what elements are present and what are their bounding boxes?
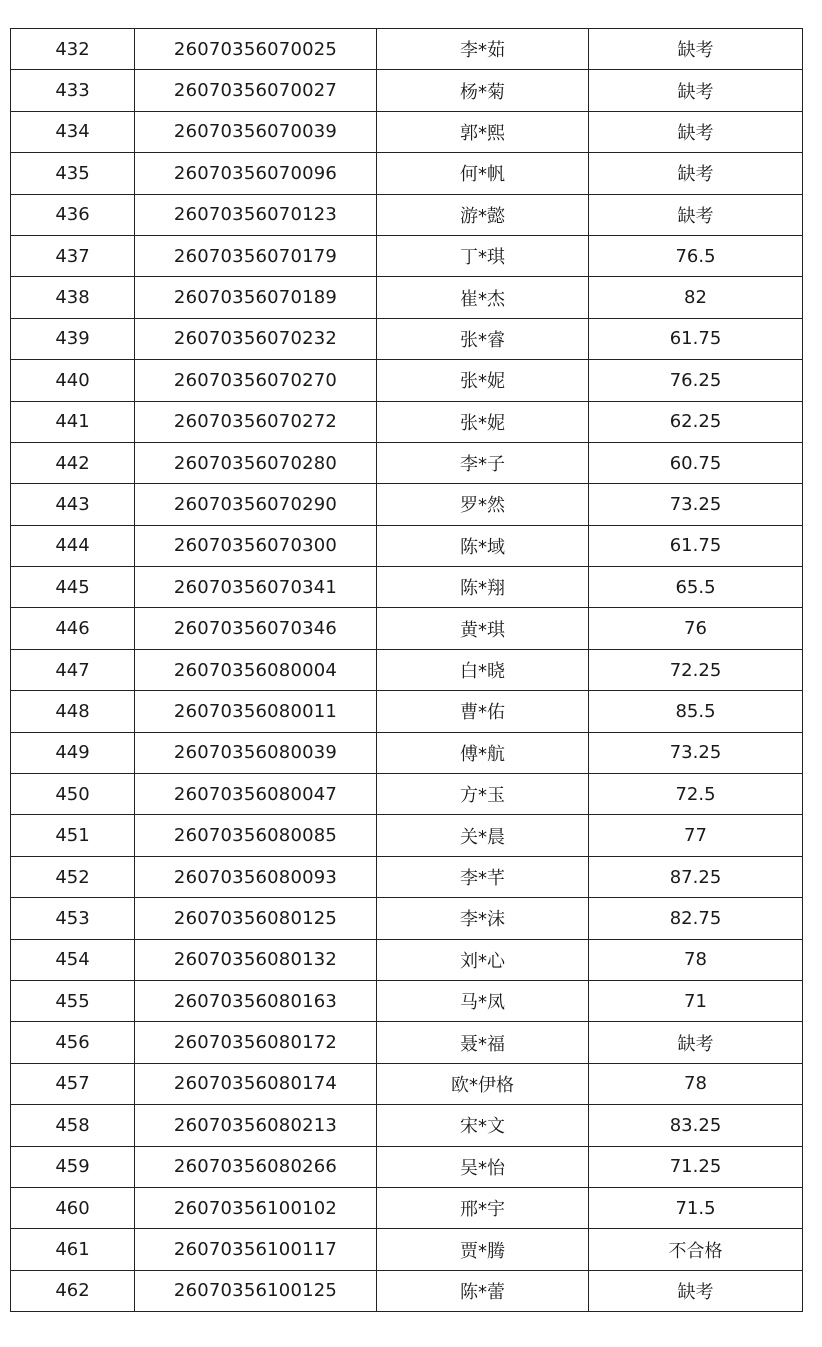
score-cell: 缺考: [589, 111, 803, 152]
results-table: [10, 28, 803, 1312]
table-row: [11, 360, 803, 401]
table-row: [11, 318, 803, 359]
candidate-name-cell: 李*沫: [377, 898, 589, 939]
table-row: [11, 691, 803, 732]
exam-number-cell: 26070356070346: [135, 608, 377, 649]
table-row: [11, 1022, 803, 1063]
score-cell: 73.25: [589, 484, 803, 525]
results-table-container: [10, 28, 802, 1312]
row-index-cell: 455: [11, 980, 135, 1021]
score-cell: 不合格: [589, 1229, 803, 1270]
table-row: [11, 29, 803, 70]
exam-number-cell: 26070356080163: [135, 980, 377, 1021]
candidate-name-cell: 白*晓: [377, 649, 589, 690]
score-cell: 62.25: [589, 401, 803, 442]
row-index-cell: 452: [11, 856, 135, 897]
row-index-cell: 457: [11, 1063, 135, 1104]
score-cell: 缺考: [589, 29, 803, 70]
row-index-cell: 434: [11, 111, 135, 152]
score-cell: 71.25: [589, 1146, 803, 1187]
exam-number-cell: 26070356080004: [135, 649, 377, 690]
candidate-name-cell: 黄*琪: [377, 608, 589, 649]
candidate-name-cell: 李*芊: [377, 856, 589, 897]
exam-number-cell: 26070356070280: [135, 442, 377, 483]
table-row: [11, 525, 803, 566]
candidate-name-cell: 刘*心: [377, 939, 589, 980]
exam-number-cell: 26070356070272: [135, 401, 377, 442]
candidate-name-cell: 陈*域: [377, 525, 589, 566]
row-index-cell: 441: [11, 401, 135, 442]
row-index-cell: 444: [11, 525, 135, 566]
exam-number-cell: 26070356080132: [135, 939, 377, 980]
exam-number-cell: 26070356070290: [135, 484, 377, 525]
score-cell: 77: [589, 815, 803, 856]
row-index-cell: 458: [11, 1105, 135, 1146]
score-cell: 82: [589, 277, 803, 318]
table-row: [11, 815, 803, 856]
table-row: [11, 649, 803, 690]
row-index-cell: 460: [11, 1187, 135, 1228]
row-index-cell: 450: [11, 774, 135, 815]
row-index-cell: 462: [11, 1270, 135, 1311]
table-row: [11, 194, 803, 235]
table-row: [11, 1270, 803, 1311]
score-cell: 65.5: [589, 567, 803, 608]
score-cell: 缺考: [589, 194, 803, 235]
table-row: [11, 856, 803, 897]
row-index-cell: 432: [11, 29, 135, 70]
row-index-cell: 433: [11, 70, 135, 111]
row-index-cell: 438: [11, 277, 135, 318]
score-cell: 缺考: [589, 153, 803, 194]
candidate-name-cell: 丁*琪: [377, 235, 589, 276]
score-cell: 78: [589, 1063, 803, 1104]
score-cell: 85.5: [589, 691, 803, 732]
score-cell: 缺考: [589, 1270, 803, 1311]
exam-number-cell: 26070356080266: [135, 1146, 377, 1187]
exam-number-cell: 26070356100102: [135, 1187, 377, 1228]
exam-number-cell: 26070356080093: [135, 856, 377, 897]
exam-number-cell: 26070356070123: [135, 194, 377, 235]
table-row: [11, 608, 803, 649]
exam-number-cell: 26070356100117: [135, 1229, 377, 1270]
row-index-cell: 445: [11, 567, 135, 608]
candidate-name-cell: 曹*佑: [377, 691, 589, 732]
row-index-cell: 459: [11, 1146, 135, 1187]
exam-number-cell: 26070356070096: [135, 153, 377, 194]
exam-number-cell: 26070356080174: [135, 1063, 377, 1104]
table-row: [11, 732, 803, 773]
exam-number-cell: 26070356070179: [135, 235, 377, 276]
score-cell: 72.5: [589, 774, 803, 815]
candidate-name-cell: 罗*然: [377, 484, 589, 525]
score-cell: 83.25: [589, 1105, 803, 1146]
exam-number-cell: 26070356070341: [135, 567, 377, 608]
candidate-name-cell: 陈*翔: [377, 567, 589, 608]
candidate-name-cell: 欧*伊格: [377, 1063, 589, 1104]
candidate-name-cell: 聂*福: [377, 1022, 589, 1063]
exam-number-cell: 26070356070027: [135, 70, 377, 111]
exam-number-cell: 26070356080125: [135, 898, 377, 939]
exam-number-cell: 26070356070189: [135, 277, 377, 318]
candidate-name-cell: 张*妮: [377, 360, 589, 401]
table-row: [11, 567, 803, 608]
table-row: [11, 70, 803, 111]
candidate-name-cell: 郭*熙: [377, 111, 589, 152]
row-index-cell: 435: [11, 153, 135, 194]
score-cell: 73.25: [589, 732, 803, 773]
table-row: [11, 153, 803, 194]
exam-number-cell: 26070356100125: [135, 1270, 377, 1311]
exam-number-cell: 26070356080039: [135, 732, 377, 773]
candidate-name-cell: 邢*宇: [377, 1187, 589, 1228]
score-cell: 缺考: [589, 70, 803, 111]
score-cell: 82.75: [589, 898, 803, 939]
table-row: [11, 1063, 803, 1104]
row-index-cell: 442: [11, 442, 135, 483]
results-table-body: [11, 29, 803, 1312]
exam-number-cell: 26070356070232: [135, 318, 377, 359]
score-cell: 60.75: [589, 442, 803, 483]
row-index-cell: 437: [11, 235, 135, 276]
score-cell: 76.5: [589, 235, 803, 276]
row-index-cell: 461: [11, 1229, 135, 1270]
row-index-cell: 439: [11, 318, 135, 359]
score-cell: 76.25: [589, 360, 803, 401]
score-cell: 61.75: [589, 525, 803, 566]
candidate-name-cell: 傅*航: [377, 732, 589, 773]
exam-number-cell: 26070356070025: [135, 29, 377, 70]
candidate-name-cell: 李*子: [377, 442, 589, 483]
row-index-cell: 449: [11, 732, 135, 773]
table-row: [11, 235, 803, 276]
table-row: [11, 980, 803, 1021]
candidate-name-cell: 关*晨: [377, 815, 589, 856]
exam-number-cell: 26070356080011: [135, 691, 377, 732]
row-index-cell: 440: [11, 360, 135, 401]
candidate-name-cell: 宋*文: [377, 1105, 589, 1146]
candidate-name-cell: 游*懿: [377, 194, 589, 235]
row-index-cell: 447: [11, 649, 135, 690]
row-index-cell: 451: [11, 815, 135, 856]
candidate-name-cell: 马*凤: [377, 980, 589, 1021]
table-row: [11, 1146, 803, 1187]
row-index-cell: 436: [11, 194, 135, 235]
score-cell: 87.25: [589, 856, 803, 897]
candidate-name-cell: 方*玉: [377, 774, 589, 815]
table-row: [11, 939, 803, 980]
table-row: [11, 1229, 803, 1270]
candidate-name-cell: 李*茹: [377, 29, 589, 70]
table-row: [11, 111, 803, 152]
exam-number-cell: 26070356080085: [135, 815, 377, 856]
score-cell: 71.5: [589, 1187, 803, 1228]
score-cell: 缺考: [589, 1022, 803, 1063]
exam-number-cell: 26070356080047: [135, 774, 377, 815]
candidate-name-cell: 杨*菊: [377, 70, 589, 111]
row-index-cell: 446: [11, 608, 135, 649]
exam-number-cell: 26070356070300: [135, 525, 377, 566]
table-row: [11, 898, 803, 939]
candidate-name-cell: 吴*怡: [377, 1146, 589, 1187]
exam-number-cell: 26070356080172: [135, 1022, 377, 1063]
table-row: [11, 1187, 803, 1228]
score-cell: 71: [589, 980, 803, 1021]
score-cell: 76: [589, 608, 803, 649]
exam-number-cell: 26070356070039: [135, 111, 377, 152]
row-index-cell: 456: [11, 1022, 135, 1063]
row-index-cell: 453: [11, 898, 135, 939]
table-row: [11, 277, 803, 318]
candidate-name-cell: 崔*杰: [377, 277, 589, 318]
table-row: [11, 484, 803, 525]
row-index-cell: 454: [11, 939, 135, 980]
score-cell: 72.25: [589, 649, 803, 690]
exam-number-cell: 26070356080213: [135, 1105, 377, 1146]
candidate-name-cell: 贾*腾: [377, 1229, 589, 1270]
exam-number-cell: 26070356070270: [135, 360, 377, 401]
table-row: [11, 401, 803, 442]
score-cell: 61.75: [589, 318, 803, 359]
row-index-cell: 448: [11, 691, 135, 732]
candidate-name-cell: 陈*蕾: [377, 1270, 589, 1311]
table-row: [11, 1105, 803, 1146]
candidate-name-cell: 张*妮: [377, 401, 589, 442]
table-row: [11, 442, 803, 483]
score-cell: 78: [589, 939, 803, 980]
table-row: [11, 774, 803, 815]
candidate-name-cell: 何*帆: [377, 153, 589, 194]
candidate-name-cell: 张*睿: [377, 318, 589, 359]
row-index-cell: 443: [11, 484, 135, 525]
